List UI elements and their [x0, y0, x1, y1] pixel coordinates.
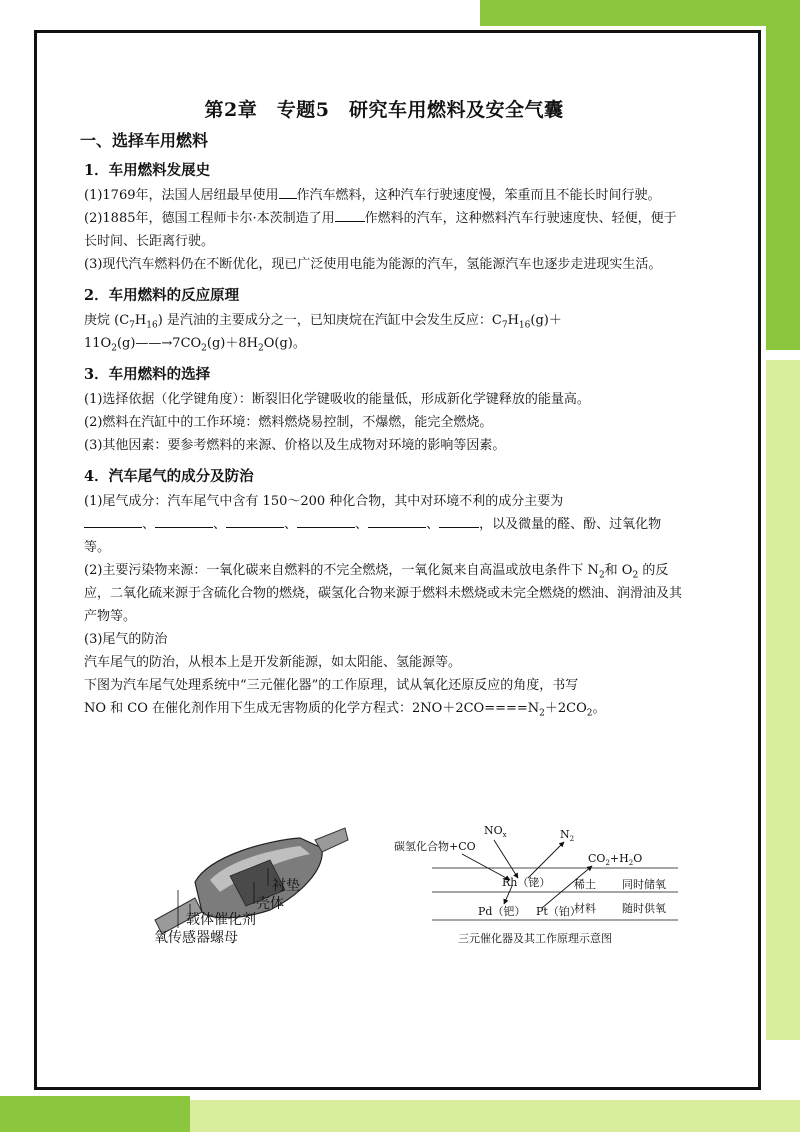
label-rare-earth-1: 稀土	[574, 878, 596, 891]
paragraph-exhaust-5: 下图为汽车尾气处理系统中“三元催化器”的工作原理，试从氧化还原反应的角度，书写	[84, 678, 579, 693]
label-liner: 衬垫	[272, 878, 300, 894]
catalytic-converter-figure	[150, 820, 350, 950]
answer-blank[interactable]	[297, 513, 355, 528]
label-carrier: 载体催化剂	[186, 912, 256, 928]
paragraph-choice-2: (2)燃料在汽缸中的工作环境：燃料燃烧易控制，不爆燃，能完全燃烧。	[84, 415, 493, 430]
subheading-reaction-principle: 2．车用燃料的反应原理	[84, 287, 240, 304]
paragraph-exhaust-2: (2)主要污染物来源：一氧化碳来自燃料的不完全燃烧，一氧化氮来自高温或放电条件下 $N_2$和 $O_2$ 的反应，二氧化硫来源于含硫化合物的燃烧，碳氢化合物来源于燃料未燃烧或未完全燃烧的燃油、润滑油及其产物等。	[84, 563, 683, 624]
subheading-fuel-history: 1．车用燃料发展史	[84, 162, 211, 179]
paragraph-exhaust-1: (1)尾气成分：汽车尾气中含有 150～200 种化合物，其中对环境不利的成分主要为 、 、 、 、 、 ，以及微量的醛、酚、过氧化物等。	[84, 494, 662, 555]
label-sensor: 氧传感器螺母	[154, 930, 238, 946]
paragraph-reaction: 庚烷 $(C_7H_{16})$ 是汽油的主要成分之一，已知庚烷在汽缸中会发生反应：$C_7H_{16}(g)+$ $11O_2(g)——\to 7CO_2(g)+8H_2O(g)$。	[84, 313, 562, 354]
answer-blank[interactable]	[368, 513, 426, 528]
label-shell: 壳体	[256, 896, 284, 912]
label-co2-h2o: $CO_2+H_2O$	[588, 852, 643, 867]
bg-green-top-right	[480, 0, 800, 26]
label-rare-earth-2: 材料	[574, 902, 596, 915]
answer-blank[interactable]	[226, 513, 284, 528]
bg-green-bottom	[0, 1096, 190, 1132]
subheading-exhaust: 4．汽车尾气的成分及防治	[84, 468, 254, 485]
paragraph-choice-3: (3)其他因素：要参考燃料的来源、价格以及生成物对环境的影响等因素。	[84, 438, 506, 453]
figure-caption: 三元催化器及其工作原理示意图	[458, 932, 612, 945]
label-nox: $NO_x$	[484, 824, 507, 839]
answer-blank[interactable]	[84, 513, 142, 528]
paragraph-history-2: (2)1885年，德国工程师卡尔·本茨制造了用 作燃料的汽车，这种燃料汽车行驶速度快、轻便，便于长时间、长距离行驶。	[84, 207, 684, 253]
worksheet-content	[80, 95, 684, 720]
section-heading-fuel-selection: 一、选择车用燃料	[80, 131, 209, 150]
paragraph-choice-1: (1)选择依据（化学键角度）：断裂旧化学键吸收的能量低，形成新化学键释放的能量高。	[84, 392, 590, 407]
paragraph-history-3: (3)现代汽车燃料仍在不断优化，现已广泛使用电能为能源的汽车，氢能源汽车也逐步走进现实生活。	[84, 257, 662, 272]
label-rh: Rh（铑）	[502, 876, 551, 889]
label-store-oxygen: 同时储氧	[622, 878, 666, 891]
arrow-nox-in	[494, 840, 518, 878]
answer-blank[interactable]	[155, 513, 213, 528]
label-pd: Pd（钯）	[478, 905, 526, 918]
bg-light-right	[766, 360, 800, 1040]
label-supply-oxygen: 随时供氧	[622, 902, 666, 915]
bg-light-bottom	[190, 1100, 800, 1132]
page-title: 第2章 专题5 研究车用燃料及安全气囊	[204, 99, 564, 121]
label-n2: $N_2$	[560, 828, 575, 843]
bg-green-right	[766, 0, 800, 350]
arrow-n2-out	[528, 842, 564, 878]
answer-blank[interactable]	[279, 184, 297, 199]
answer-blank[interactable]	[439, 513, 479, 528]
paragraph-history-1: (1)1769年，法国人居纽最早使用 作汽车燃料，这种汽车行驶速度慢，笨重而且不能长时间行驶。	[84, 184, 684, 207]
subheading-fuel-choice: 3．车用燃料的选择	[84, 366, 211, 383]
paragraph-exhaust-6: NO 和 CO 在催化剂作用下生成无害物质的化学方程式：$2NO+2CO====N_2+2CO_2$。	[84, 701, 606, 719]
catalyst-principle-diagram	[392, 820, 678, 950]
label-pt: Pt（铂）	[536, 905, 581, 918]
answer-blank[interactable]	[335, 207, 365, 222]
outlet-pipe	[315, 828, 348, 852]
paragraph-exhaust-3: (3)尾气的防治	[84, 632, 168, 647]
paragraph-exhaust-4: 汽车尾气的防治，从根本上是开发新能源，如太阳能、氢能源等。	[84, 655, 462, 670]
label-hc-co: 碳氢化合物+CO	[394, 840, 476, 853]
